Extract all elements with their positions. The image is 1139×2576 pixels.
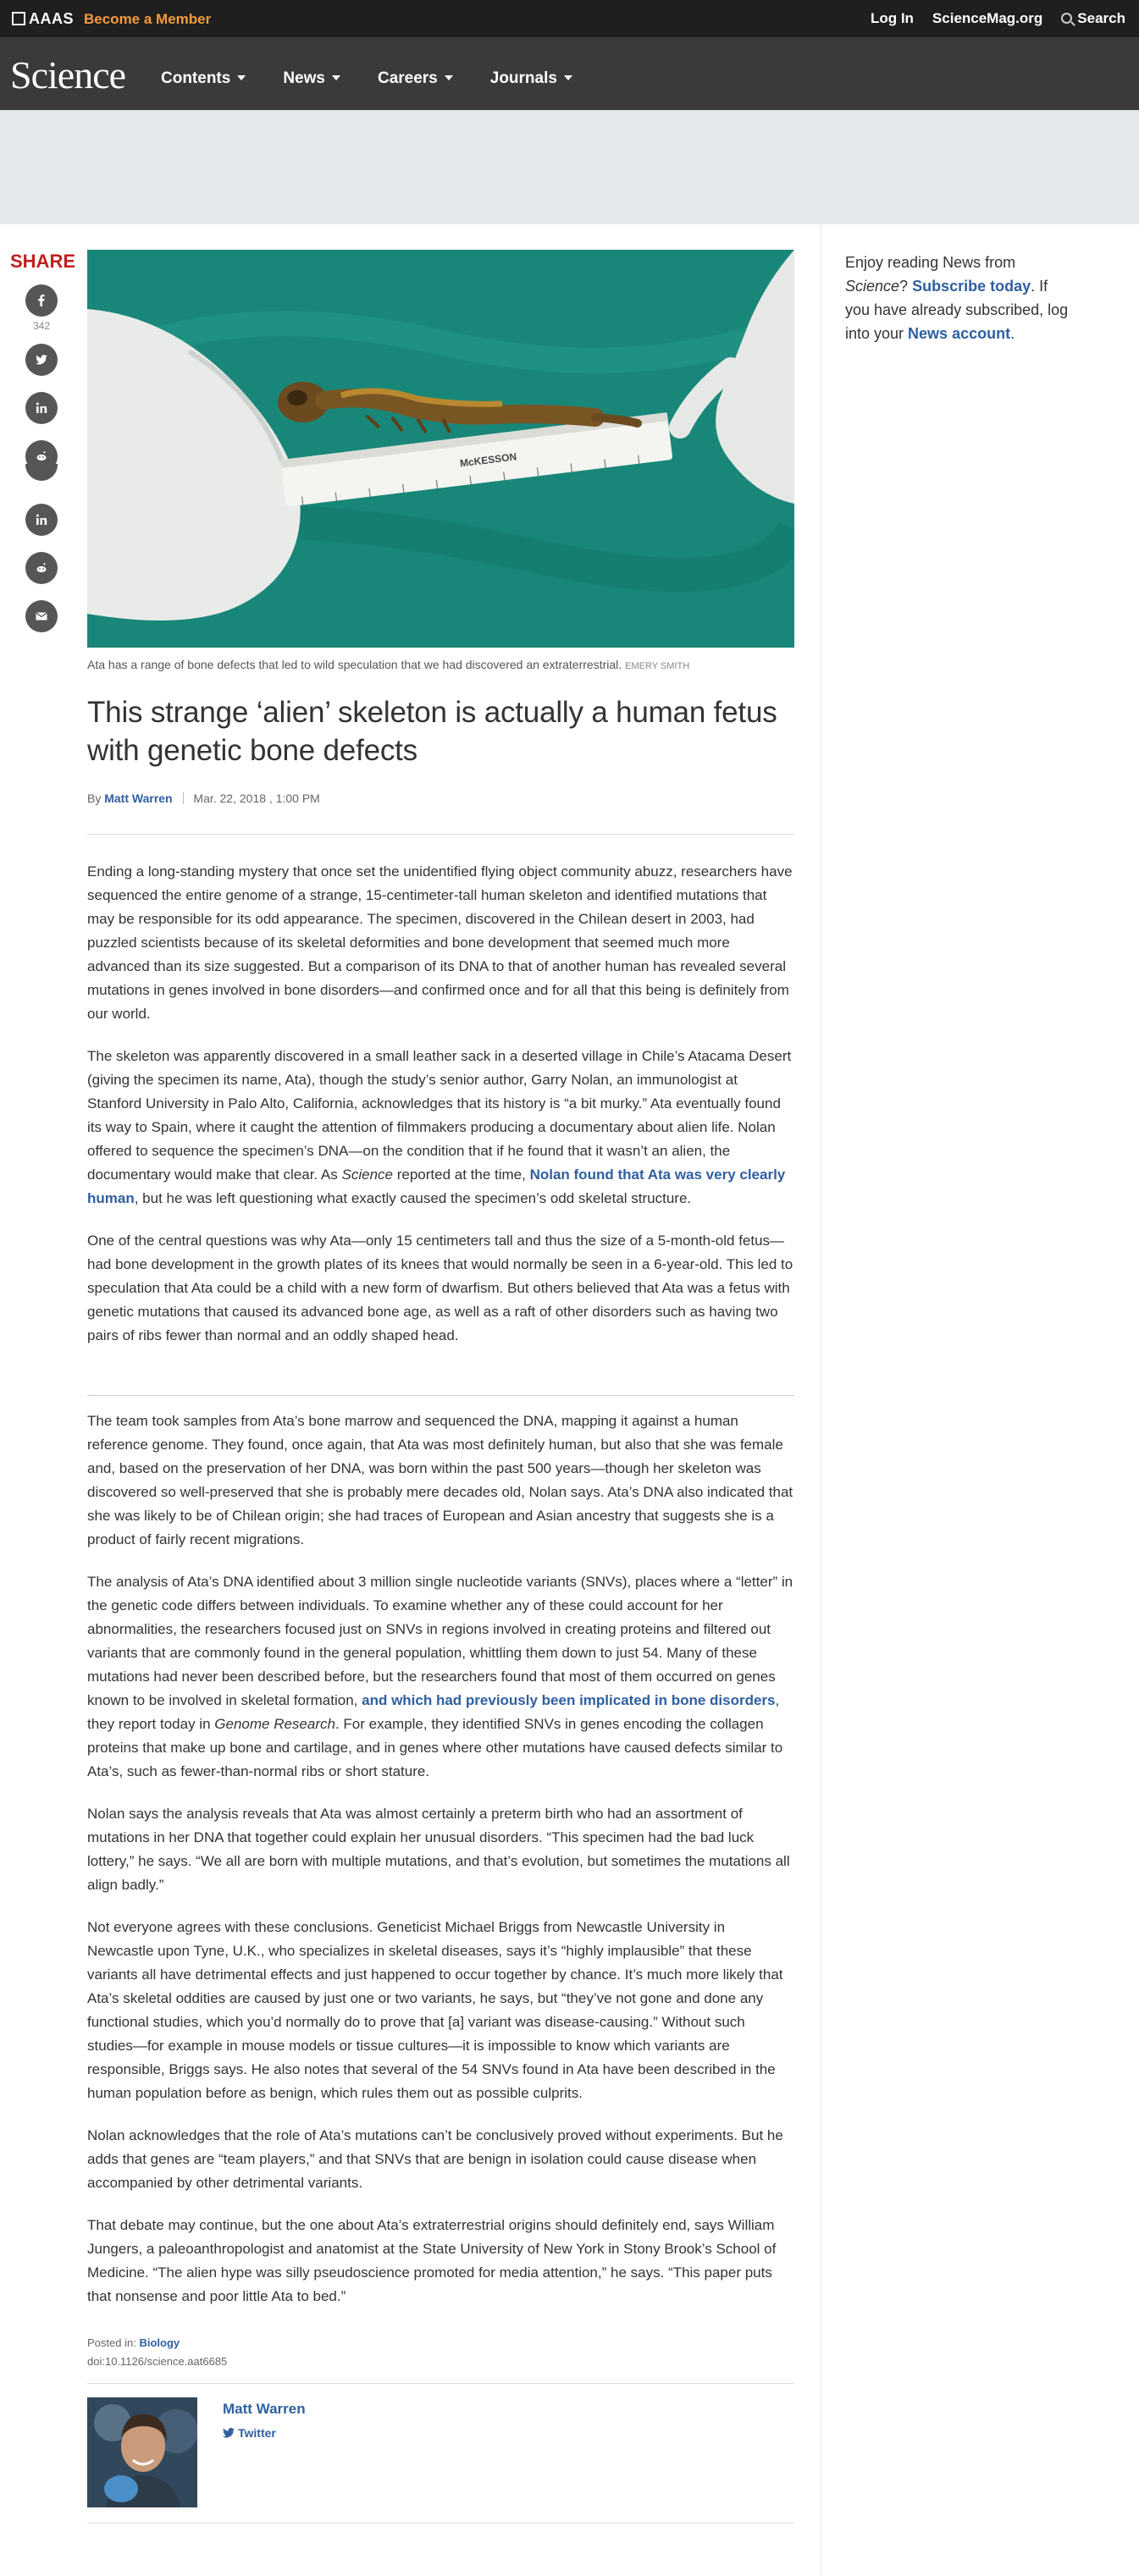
image-caption (87, 658, 794, 671)
linkedin-share-button-2[interactable] (25, 504, 58, 536)
reddit-share-button-2[interactable] (25, 552, 58, 584)
author-portrait (87, 2397, 197, 2507)
paragraph-3: One of the central questions was why Ata—only 15 centimeters tall and thus the size of a 5-month-old fetus—had bone development in the growth plates of its knees that would normally be seen in a 6-year-old. This led to speculation that Ata could be a child with a new form of dwarfism. But others believed that Ata was a fetus with genetic mutations that caused its advanced bone age, as well as a raft of other disorders such as having two pairs of ribs fewer than normal and an oddly shaped head. (87, 1233, 793, 1343)
top-bar (0, 0, 1139, 37)
aaas-mark-icon (12, 12, 25, 25)
paragraph-5 (87, 1570, 794, 1784)
ruler-label: McKESSON (459, 450, 517, 470)
nav-item-journals[interactable] (490, 69, 572, 88)
byline (87, 792, 794, 835)
byline-divider (183, 792, 184, 804)
category-link[interactable]: Biology (139, 2336, 180, 2349)
paragraph-text: , they report today in (87, 1692, 780, 1732)
posted-in-label: Posted in: (87, 2336, 136, 2349)
chevron-down-icon (237, 75, 246, 80)
nav-item-careers[interactable] (378, 69, 453, 88)
author-photo (87, 2397, 197, 2507)
become-member-link[interactable]: Become a Member (84, 11, 212, 27)
paragraph-9: That debate may continue, but the one about Ata’s extraterrestrial origins should definitely end, says William Jungers, a paleoanthropologist and anatomist at the State University of New York in Stony Brook’s School of Medicine. “The alien hype was silly pseudoscience promoted for media attention,” he says. “This paper puts that nonsense and poor little Ata to bed.” (87, 2217, 777, 2304)
paragraph-text: , but he was left questioning what exactly caused the specimen’s odd skeletal structure. (134, 1190, 692, 1206)
ad-banner (0, 110, 1139, 224)
email-share-button[interactable] (25, 600, 58, 632)
photo-credit: EMERY SMITH (625, 661, 690, 671)
reddit-icon (33, 560, 50, 576)
aaas-brand: AAAS (29, 10, 75, 27)
twitter-icon (223, 2428, 235, 2438)
science-logo[interactable]: Science (10, 53, 126, 97)
twitter-icon (33, 351, 50, 368)
hero-image (87, 250, 794, 648)
journal-name: Genome Research (214, 1716, 335, 1732)
caption-text: Ata has a range of bone defects that led to wild speculation that we had discovered an extraterrestrial. (87, 658, 622, 671)
inline-link[interactable]: and which had previously been implicated in bone disorders (362, 1692, 776, 1708)
promo-text: . If you have already subscribed, log into your (845, 278, 1069, 342)
twitter-label: Twitter (238, 2426, 276, 2440)
paragraph-6: Nolan says the analysis reveals that Ata was almost certainly a preterm birth who had an assortment of mutations in her DNA that together could explain her unusual disorders. “This specimen had the bad luck lottery,” he says. “We all are born with multiple mutations, and that’s evolution, but sometimes the mutations all align badly.” (87, 1806, 790, 1893)
share-label: SHARE (10, 251, 76, 272)
author-link[interactable]: Matt Warren (104, 792, 173, 805)
nav-label: Careers (377, 69, 438, 87)
linkedin-icon (33, 400, 50, 416)
article (87, 250, 794, 2524)
journal-name: Science (341, 1167, 393, 1183)
paragraph-2 (87, 1045, 794, 1211)
share-bar (10, 251, 76, 632)
subscribe-promo (845, 251, 1074, 345)
doi: doi:10.1126/science.aat6685 (87, 2355, 228, 2368)
search-icon (1061, 13, 1072, 24)
article-title: This strange ‘alien’ skeleton is actually a human fetus with genetic bone defects (87, 696, 777, 767)
posted-in (87, 2334, 794, 2353)
facebook-share-button[interactable] (25, 284, 58, 317)
promo-journal: Science (845, 278, 900, 295)
paragraph-text: The analysis of Ata’s DNA identified about 3 million single nucleotide variants (SNVs), places where a “letter” in the genetic code differs between individuals. To examine whether any of these could account for her abnormalities, the researchers focused just on SNVs in regions involved in creating proteins and filtered out variants that are commonly found in the general population, whittling them down to just 54. Many of these mutations had never been described before, but the researchers found that most of them occurred on genes known to be involved in skeletal formation, (87, 1574, 793, 1708)
news-account-link[interactable]: News account (908, 325, 1011, 342)
paragraph-text: The skeleton was apparently discovered in a small leather sack in a deserted village in Chile’s Atacama Desert (giving the specimen its name, Ata), though the study’s senior author, Garry Nolan, an immunologist at Stanford University in Palo Alto, California, acknowledges that its history is “a bit murky.” Ata eventually found its way to Spain, where it caught the attention of filmmakers producing a documentary about alien life. Nolan offered to sequence the specimen’s DNA—on the condition that if he found that it wasn’t an alien, the documentary would make that clear. As (87, 1048, 792, 1183)
promo-text: . (1010, 325, 1015, 342)
aaas-logo[interactable] (12, 10, 74, 28)
author-twitter-link[interactable] (223, 2426, 276, 2440)
facebook-share-count: 342 (32, 320, 51, 332)
paragraph-4: The team took samples from Ata’s bone marrow and sequenced the DNA, mapping it against a human reference genome. They found, once again, that Ata was most definitely human, but also that she was female and, based on the preservation of her DNA, was born within the past 500 years—though her skeleton was discovered so well-preserved that she is probably mere decades old, Nolan says. Ata’s DNA also indicated that she was likely to be of Chilean origin; she had traces of European and Asian ancestry that suggests she is a product of fairly recent migrations. (87, 1413, 793, 1547)
reddit-icon (33, 448, 50, 465)
paragraph-1: Ending a long-standing mystery that once set the unidentified flying object community abuzz, researchers have sequenced the entire genome of a strange, 15-centimeter-tall human skeleton and identified mutations that may be responsible for its odd appearance. The specimen, discovered in the Chilean desert in 2003, had puzzled scientists because of its skeletal deformities and bone development that seemed much more advanced than its size suggested. But a comparison of its DNA to that of another human has revealed several mutations in genes involved in bone disorders—and confirmed once and for all that this being is definitely from our world. (87, 863, 793, 1022)
search-button[interactable] (1061, 10, 1125, 27)
promo-text: ? (899, 278, 913, 295)
twitter-share-button[interactable] (25, 344, 58, 376)
linkedin-share-button[interactable] (25, 392, 58, 424)
top-bar-actions (871, 10, 1125, 27)
nav-menu (161, 69, 572, 88)
login-link[interactable]: Log In (870, 10, 914, 26)
article-meta (87, 2334, 794, 2371)
promo-text: Enjoy reading News from (845, 254, 1016, 271)
inline-link[interactable]: Nolan found that Ata was very clearly human (87, 1167, 786, 1206)
nav-label: News (283, 69, 325, 87)
search-label: Search (1077, 10, 1125, 26)
email-icon (33, 608, 50, 625)
paragraph-7: Not everyone agrees with these conclusions. Geneticist Michael Briggs from Newcastle University in Newcastle upon Tyne, U.K., who specializes in skeletal diseases, says it’s “highly implausible” that these variants all have detrimental effects and just happened to occur together by chance. It’s much more likely that Ata’s skeletal oddities are caused by just one or two variants, he says, but “they’ve not gone and done any functional studies, which you’d normally do to prove that [a] variant was disease-causing.” Without such studies—for example in mouse models or tissue cultures—it is impossible to know which variants are responsible, Briggs says. He also notes that several of the 54 SNVs found in Ata have been described in the human population before as benign, which rules them out as possible culprits. (87, 1919, 783, 2101)
sciencemag-link[interactable]: ScienceMag.org (932, 10, 1043, 26)
section-divider (87, 1395, 794, 1396)
author-box-name[interactable]: Matt Warren (223, 2401, 306, 2417)
publish-date: Mar. 22, 2018 , 1:00 PM (193, 792, 320, 805)
author-box (87, 2383, 794, 2524)
nav-label: Contents (161, 69, 231, 87)
nav-label: Journals (489, 69, 557, 87)
chevron-down-icon (445, 75, 453, 80)
chevron-down-icon (332, 75, 340, 80)
paragraph-text: . For example, they identified SNVs in genes encoding the collagen proteins that make up bone and cartilage, and in genes where other mutations have caused defects similar to Ata’s, such as fewer-than-normal ribs or short stature. (87, 1716, 783, 1779)
paragraph-text: reported at the time, (392, 1167, 530, 1183)
facebook-icon (33, 292, 50, 309)
nav-item-news[interactable] (283, 69, 340, 88)
main-nav (0, 37, 1139, 110)
nav-item-contents[interactable] (161, 69, 246, 88)
paragraph-8: Nolan acknowledges that the role of Ata’s mutations can’t be conclusively proved without experiments. But he adds that genes are “team players,” and that SNVs that are benign in isolation could cause disease when accompanied by other detrimental variants. (87, 2127, 783, 2191)
byline-by: By (87, 792, 102, 805)
reddit-icon-remnant (25, 464, 58, 481)
linkedin-icon (33, 511, 50, 528)
chevron-down-icon (564, 75, 572, 80)
subscribe-link[interactable]: Subscribe today (912, 278, 1031, 295)
skeleton-photo (87, 250, 794, 648)
